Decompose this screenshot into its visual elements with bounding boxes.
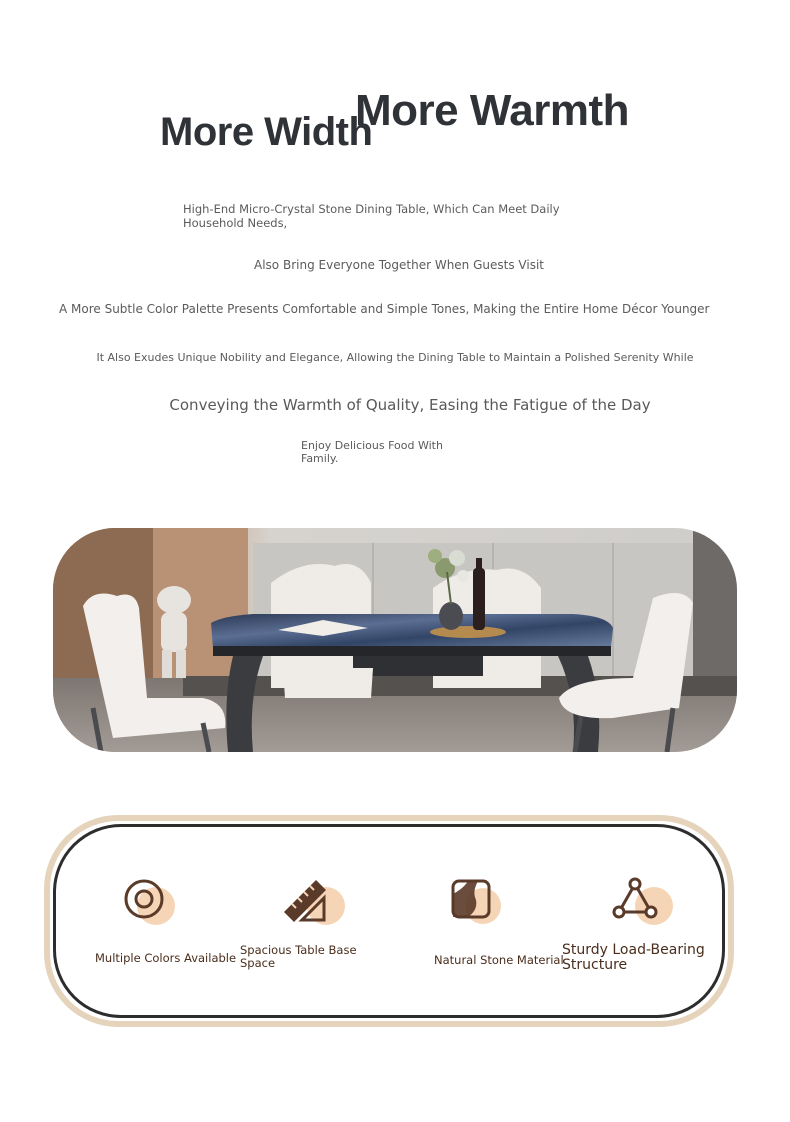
description-line-2: Also Bring Everyone Together When Guests Visit [254,258,544,272]
feature-label-structure: Sturdy Load-Bearing Structure [562,942,705,973]
headline-more-width: More Width [160,110,373,154]
ruler-triangle-icon [280,876,336,926]
feature-label-base-space: Spacious Table Base Space [240,943,357,970]
description-line-5: Conveying the Warmth of Quality, Easing the Fatigue of the Day [169,396,651,414]
feature-label-colors: Multiple Colors Available [95,951,237,965]
stone-texture-icon [450,878,506,928]
headline-more-warmth: More Warmth [355,86,629,135]
dining-room-photo [53,528,737,752]
description-line-3: A More Subtle Color Palette Presents Comfortable and Simple Tones, Making the Entire Home Décor Younger [59,302,710,316]
description-line-4: It Also Exudes Unique Nobility and Elegance, Allowing the Dining Table to Maintain a Polished Serenity While [96,351,694,364]
triangle-structure-icon [612,877,668,927]
description-line-1: High-End Micro-Crystal Stone Dining Table, Which Can Meet Daily Household Needs, [183,202,560,230]
color-circles-icon [122,878,178,928]
feature-label-stone: Natural Stone Material [434,953,564,967]
description-line-6: Enjoy Delicious Food With Family. [301,439,443,465]
